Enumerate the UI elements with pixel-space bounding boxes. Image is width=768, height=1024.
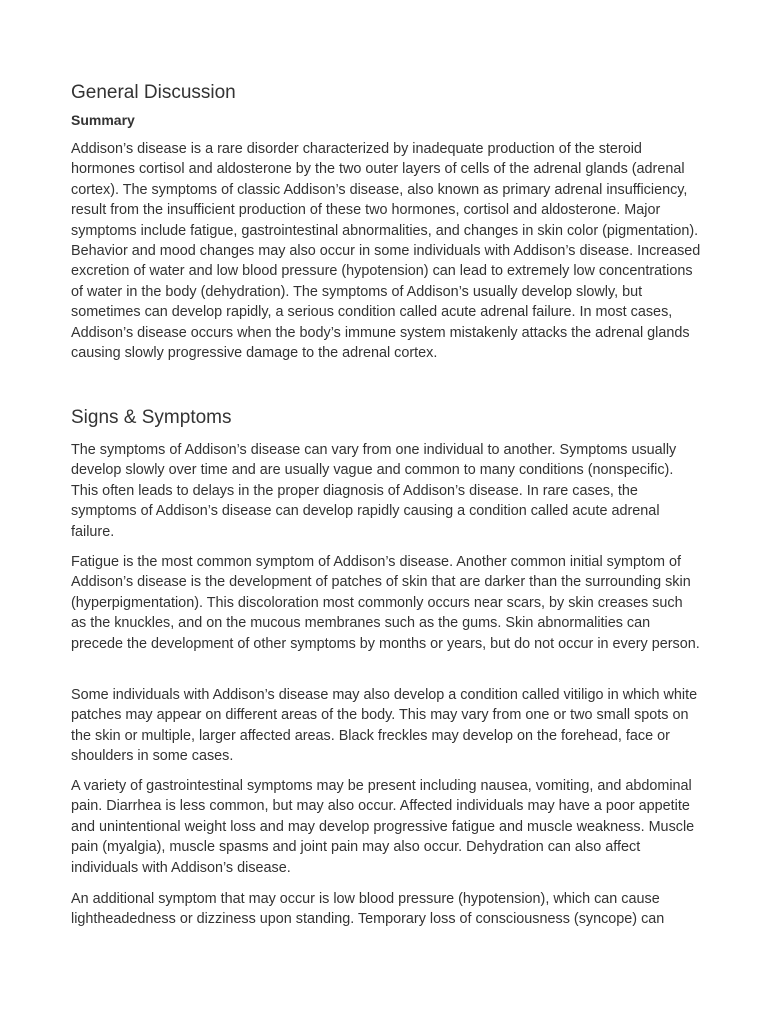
section-title-signs-symptoms: Signs & Symptoms — [71, 407, 232, 428]
section-title-general-discussion: General Discussion — [71, 82, 236, 103]
paragraph-summary: Addison’s disease is a rare disorder characterized by inadequate production of the steroid hormones cortisol and aldosterone by the two outer layers of cells of the adrenal glands (adrenal cortex). The symptoms of classic Addison’s disease, also known as primary adrenal insufficiency, result from the insufficient production of these two hormones, cortisol and aldosterone. Major symptoms include fatigue, gastrointestinal abnormalities, and changes in skin color (pigmentation). Behavior and mood changes may also occur in some individuals with Addison’s disease. Increased excretion of water and low blood pressure (hypotension) can lead to extremely low concentrations of water in the body (dehydration). The symptoms of Addison’s usually develop slowly, but sometimes can develop rapidly, a serious condition called acute adrenal failure. In most cases, Addison’s disease occurs when the body’s immune system mistakenly attacks the adrenal glands causing slowly progressive damage to the adrenal cortex. — [71, 141, 701, 362]
paragraph-signs-3: Some individuals with Addison’s disease may also develop a condition called vitiligo in which white patches may appear on different areas of the body. This may vary from one or two small spots on the skin or multiple, larger affected areas. Black freckles may develop on the forehead, face or shoulders in some cases. — [71, 687, 698, 765]
paragraph-signs-1: The symptoms of Addison’s disease can vary from one individual to another. Symptoms usually develop slowly over time and are usually vague and common to many conditions (nonspecific). This often leads to delays in the proper diagnosis of Addison’s disease. In rare cases, the symptoms of Addison’s disease can develop rapidly causing a condition called acute adrenal failure. — [71, 442, 677, 540]
paragraph-signs-2: Fatigue is the most common symptom of Addison’s disease. Another common initial symptom of Addison’s disease is the development of patches of skin that are darker than the surrounding skin (hyperpigmentation). This discoloration most commonly occurs near scars, by skin creases such as the knuckles, and on the mucous membranes such as the gums. Skin abnormalities can precede the development of other symptoms by months or years, but do not occur in every person. — [71, 554, 700, 652]
paragraph-signs-5: An additional symptom that may occur is low blood pressure (hypotension), which can cause lightheadedness or dizziness upon standing. Temporary loss of consciousness (syncope) can — [71, 891, 665, 928]
subheading-summary: Summary — [71, 112, 135, 128]
paragraph-signs-4: A variety of gastrointestinal symptoms may be present including nausea, vomiting, and abdominal pain. Diarrhea is less common, but may also occur. Affected individuals may have a poor appetite and unintentional weight loss and may develop progressive fatigue and muscle weakness. Muscle pain (myalgia), muscle spasms and joint pain may also occur. Dehydration can also affect individuals with Addison’s disease. — [71, 778, 695, 876]
